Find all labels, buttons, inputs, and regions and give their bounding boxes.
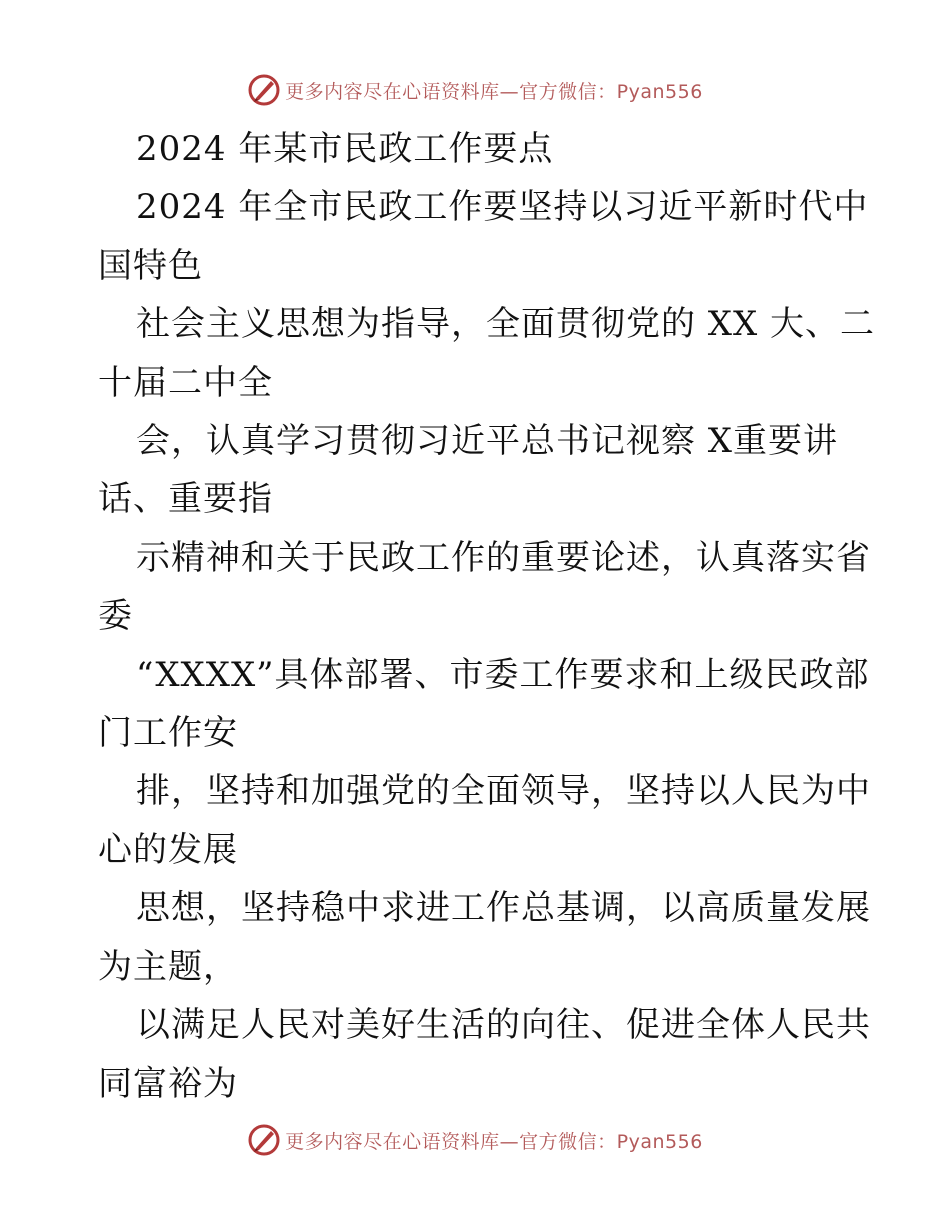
- doc-line: 思想，坚持稳中求进工作总基调，以高质量发展: [136, 888, 871, 929]
- doc-line: 排，坚持和加强党的全面领导，坚持以人民为中: [136, 771, 871, 812]
- doc-line: 2024 年全市民政工作要坚持以习近平新时代中: [136, 187, 869, 228]
- doc-line: 示精神和关于民政工作的重要论述，认真落实省: [136, 537, 871, 578]
- footer-banner: [0, 1120, 950, 1160]
- footer-banner-text: 更多内容尽在心语资料库—官方微信：Pyan556: [285, 1130, 703, 1153]
- doc-line: 同富裕为: [98, 1063, 238, 1104]
- doc-line: 以满足人民对美好生活的向往、促进全体人民共: [136, 1005, 871, 1046]
- doc-line: 委: [98, 596, 133, 637]
- doc-line: 会，认真学习贯彻习近平总书记视察 X重要讲: [136, 421, 839, 462]
- doc-line: 十届二中全: [98, 362, 273, 403]
- doc-line: 国特色: [98, 245, 203, 286]
- quill-logo-icon: [247, 1123, 281, 1157]
- doc-line: 为主题，: [98, 946, 238, 987]
- document-body: [98, 120, 876, 1113]
- doc-line: 话、重要指: [98, 479, 273, 520]
- doc-line: 社会主义思想为指导，全面贯彻党的 XX 大、二: [136, 304, 876, 345]
- doc-line: 心的发展: [98, 829, 238, 870]
- quill-logo-icon: [247, 73, 281, 107]
- doc-line: “XXXX”具体部署、市委工作要求和上级民政部: [136, 654, 870, 695]
- doc-line: 门工作安: [98, 713, 238, 754]
- doc-title: 2024 年某市民政工作要点: [136, 129, 554, 169]
- header-banner-text: 更多内容尽在心语资料库—官方微信：Pyan556: [285, 80, 703, 103]
- header-banner: [0, 70, 950, 110]
